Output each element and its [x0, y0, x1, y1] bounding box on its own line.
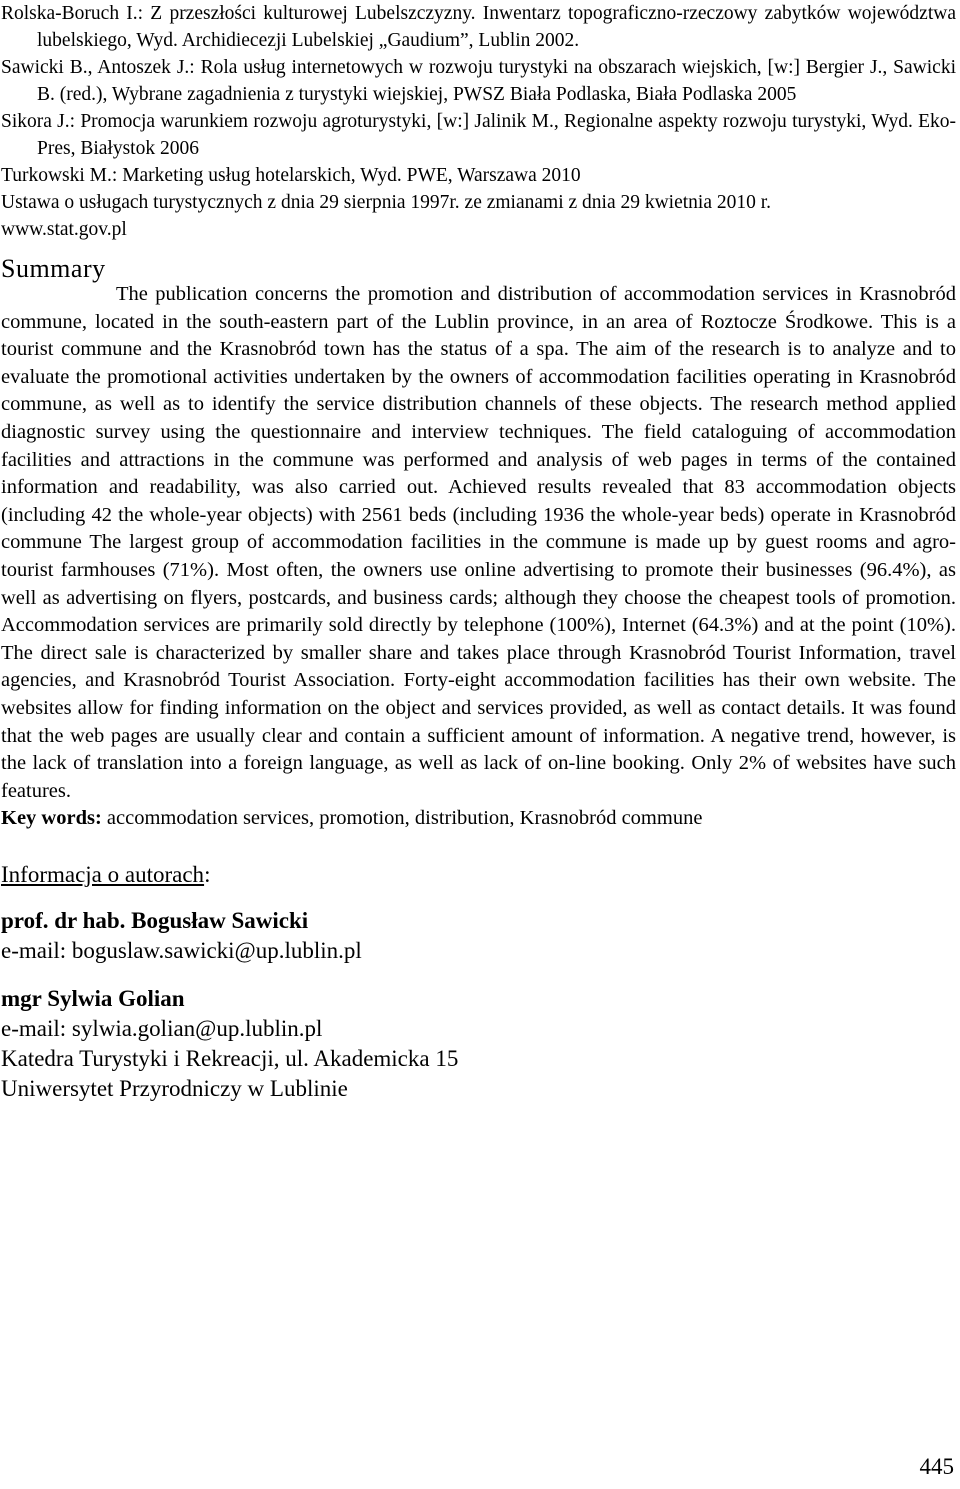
- references-list: [1, 0, 956, 243]
- reference-item: www.stat.gov.pl: [1, 219, 127, 240]
- summary-heading: Summary: [1, 254, 106, 283]
- keywords-text: accommodation services, promotion, distribution, Krasnobród commune: [101, 807, 703, 830]
- reference-item: Turkowski M.: Marketing usług hotelarskich, Wyd. PWE, Warszawa 2010: [1, 165, 581, 186]
- author-2-university: Uniwersytet Przyrodniczy w Lublinie: [1, 1075, 348, 1101]
- author-1-email: e-mail: boguslaw.sawicki@up.lublin.pl: [1, 937, 362, 963]
- author-2-email: e-mail: sylwia.golian@up.lublin.pl: [1, 1015, 323, 1041]
- author-2: [1, 984, 956, 1104]
- keywords-line: [1, 805, 956, 833]
- summary-body: The publication concerns the promotion and distribution of accommodation services in Krasnobród commune, located in the south-eastern part of the Lublin province, in an area of Roztocze Środkowe. This is a tourist commune and the Krasnobród town has the status of a spa. The aim of the research is to analyze and to evaluate the promotional activities undertaken by the owners of accommodation facilities operating in Krasnobród commune, as well as to identify the service distribution channels of these objects. The research method applied diagnostic survey using the questionnaire and interview techniques. The field cataloguing of accommodation facilities and attractions in the commune was performed and analysis of web pages in terms of the contained information and readability, was also carried out. Achieved results revealed that 83 accommodation objects (including 42 the whole-year objects) with 2561 beds (including 1936 the whole-year beds) operate in Krasnobród commune The largest group of accommodation facilities in the commune is made up by guest rooms and agro-tourist farmhouses (71%). Most often, the owners use online advertising to promote their businesses (96.4%), as well as advertising on flyers, postcards, and business cards; although they choose the cheapest tools of promotion. Accommodation services are primarily sold directly by telephone (100%), Internet (64.3%) and at the point (10%). The direct sale is characterized by smaller share and takes place through Krasnobród Tourist Information, travel agencies, and Krasnobród Tourist Association. Forty-eight accommodation facilities has their own website. The websites allow for finding information on the object and services provided, as well as contact details. It was found that the web pages are usually clear and contain a sufficient amount of information. A negative trend, however, is the lack of translation into a foreign language, as well as lack of on-line booking. Only 2% of websites have such features.: [1, 283, 956, 802]
- authors-heading-text: Informacja o autorach: [1, 861, 205, 887]
- reference-item: Sikora J.: Promocja warunkiem rozwoju agroturystyki, [w:] Jalinik M., Regionalne aspekty rozwoju turystyki, Wyd. Eko-Pres, Białystok 2006: [1, 111, 956, 159]
- author-1-name: prof. dr hab. Bogusław Sawicki: [1, 907, 309, 933]
- author-2-name: mgr Sylwia Golian: [1, 985, 185, 1011]
- keywords-label: Key words:: [1, 807, 102, 830]
- author-2-department: Katedra Turystyki i Rekreacji, ul. Akademicka 15: [1, 1045, 459, 1071]
- reference-item: Rolska-Boruch I.: Z przeszłości kulturowej Lubelszczyzny. Inwentarz topograficzno-rzeczowy zabytków województwa lubelskiego, Wyd. Archidiecezji Lubelskiej „Gaudium”, Lublin 2002.: [1, 3, 956, 51]
- page-number: 445: [919, 1454, 954, 1479]
- reference-item: Ustawa o usługach turystycznych z dnia 29 sierpnia 1997r. ze zmianami z dnia 29 kwietnia 2010 r.: [1, 192, 772, 213]
- authors-heading-colon: :: [204, 861, 211, 887]
- authors-heading: [1, 860, 956, 890]
- author-1: [1, 906, 956, 966]
- reference-item: Sawicki B., Antoszek J.: Rola usług internetowych w rozwoju turystyki na obszarach wiejskich, [w:] Bergier J., Sawicki B. (red.), Wybrane zagadnienia z turystyki wiejskiej, PWSZ Biała Podlaska, Biała Podlaska 2005: [1, 57, 956, 105]
